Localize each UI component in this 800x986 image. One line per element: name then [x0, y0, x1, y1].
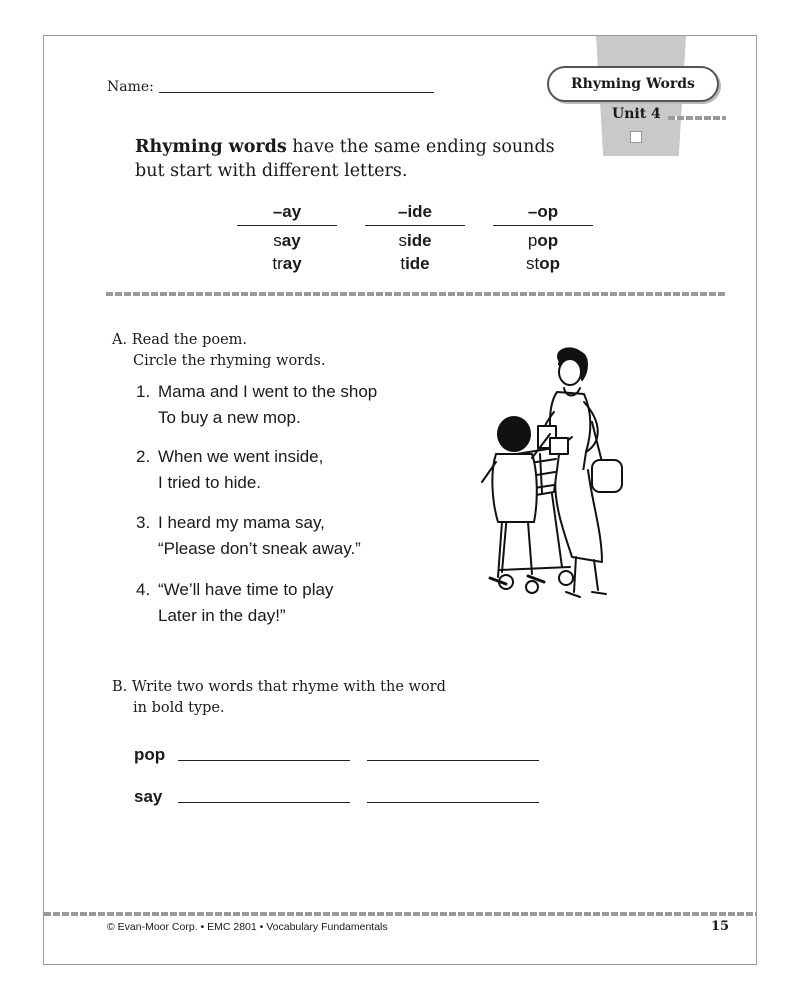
answer-line[interactable]: [367, 760, 539, 761]
header-divider: [668, 116, 726, 120]
example-word: tray: [272, 254, 302, 273]
shopping-illustration: [452, 342, 632, 622]
example-word: say: [273, 231, 301, 250]
section-b-letter: B.: [112, 679, 128, 695]
intro-line2: but start with different letters.: [135, 161, 408, 181]
name-label: Name:: [107, 79, 154, 95]
answer-line[interactable]: [178, 802, 350, 803]
poem-stanza-2: 2. When we went inside, I tried to hide.: [136, 447, 324, 492]
rhyme-prompt-word: say: [134, 787, 163, 806]
intro-bold-term: Rhyming words: [135, 137, 287, 157]
intro-text: [135, 135, 595, 183]
page-number: 15: [711, 919, 730, 934]
word-family-ending: –ide: [365, 202, 465, 226]
poem-stanza-1: 1. Mama and I went to the shop To buy a new mop.: [136, 382, 378, 427]
example-word: pop: [527, 231, 559, 250]
rhyme-prompt-word: pop: [134, 745, 166, 764]
example-word: stop: [525, 254, 560, 273]
section-a-letter: A.: [112, 332, 128, 348]
poem-stanza-3: 3. I heard my mama say, “Please don’t sneak away.”: [136, 513, 361, 558]
worksheet-page: [43, 35, 757, 965]
word-family-ending: –op: [493, 202, 593, 226]
word-family-ending: –ay: [237, 202, 337, 226]
example-word: side: [398, 231, 432, 250]
unit-label: Unit 4: [612, 106, 661, 122]
intro-line1: have the same ending sounds: [286, 137, 555, 157]
word-family-column: [365, 202, 465, 275]
footer-credit: © Evan-Moor Corp. • EMC 2801 • Vocabulary Fundamentals: [107, 921, 388, 933]
answer-line[interactable]: [367, 802, 539, 803]
section-a-instructions: A. Read the poem. Circle the rhyming words.: [112, 332, 326, 369]
example-word: tide: [400, 254, 430, 273]
name-field-line[interactable]: [159, 92, 434, 93]
poem-stanza-4: 4. “We’ll have time to play Later in the day!”: [136, 580, 334, 625]
unit-square-icon: [630, 131, 642, 143]
footer-divider: [44, 912, 756, 916]
section-divider: [106, 292, 726, 296]
word-family-column: [237, 202, 337, 275]
section-b-instructions: B. Write two words that rhyme with the word in bold type.: [112, 679, 446, 716]
topic-badge: Rhyming Words: [547, 66, 719, 102]
word-family-column: [493, 202, 593, 275]
answer-line[interactable]: [178, 760, 350, 761]
